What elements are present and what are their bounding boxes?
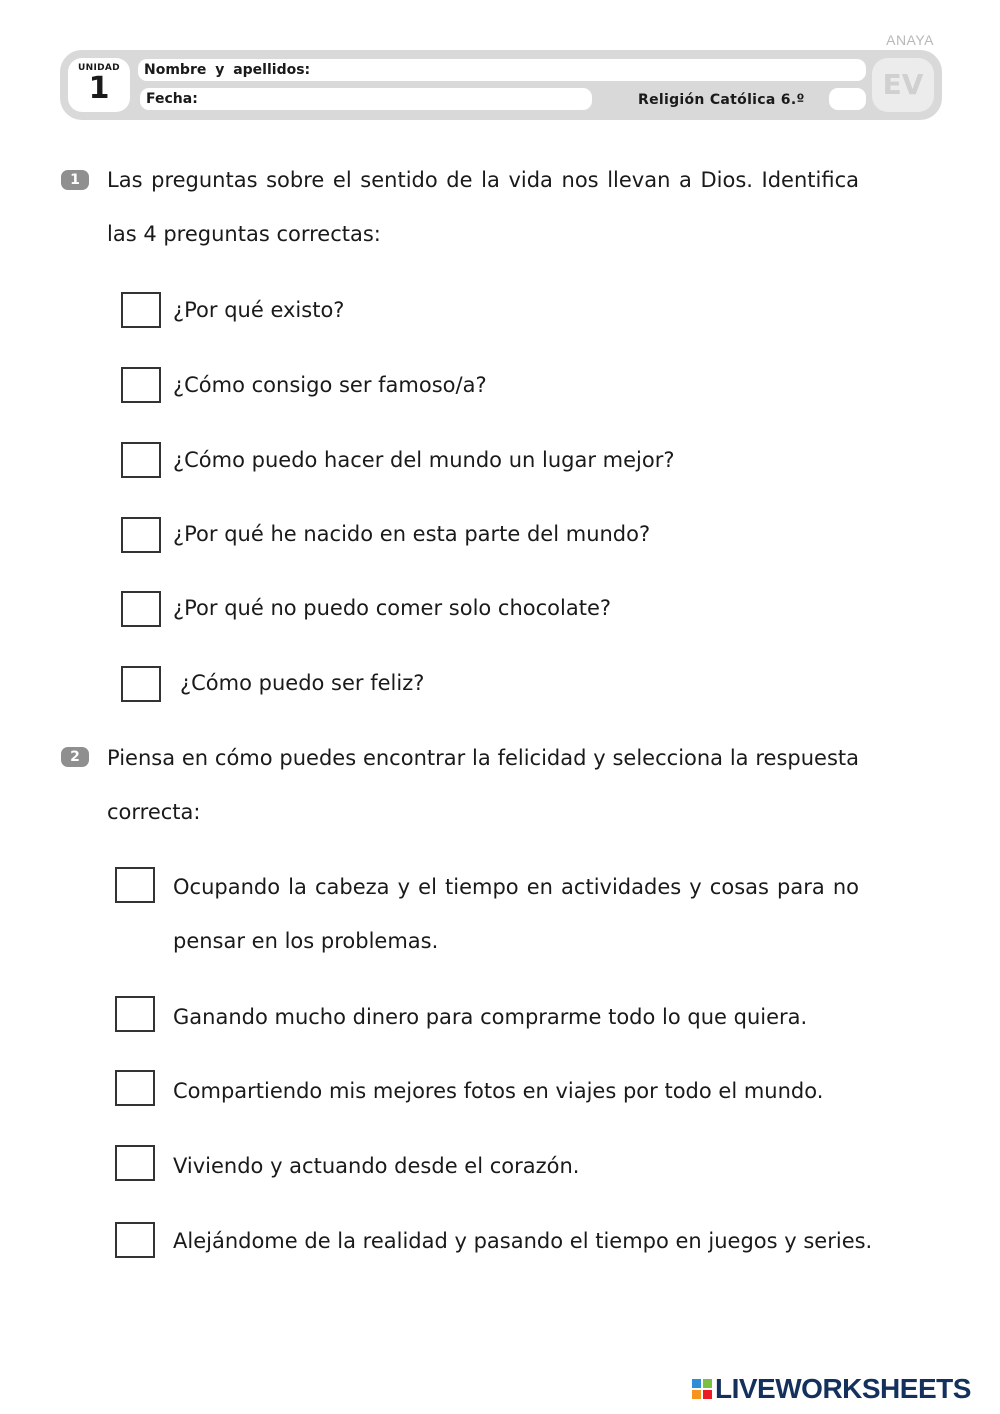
q1-option-1-label: ¿Por qué existo? (173, 298, 345, 322)
logo-square-red (703, 1390, 712, 1399)
question-1-text: Las preguntas sobre el sentido de la vida nos llevan a Dios. Identifica las 4 preguntas correctas: (107, 168, 859, 246)
logo-square-orange (692, 1390, 701, 1399)
q2-option-2-label: Ganando mucho dinero para comprarme todo lo que quiera. (173, 1005, 808, 1029)
q1-option-4-checkbox[interactable] (121, 517, 161, 553)
date-label: Fecha: (146, 91, 198, 107)
q1-option-6-label: ¿Cómo puedo ser feliz? (180, 671, 425, 695)
name-label: Nombre y apellidos: (144, 62, 311, 78)
q2-option-2-checkbox[interactable] (115, 996, 155, 1032)
q1-option-2-checkbox[interactable] (121, 367, 161, 403)
question-1-number: 1 (61, 170, 89, 190)
logo-square-blue (692, 1379, 701, 1388)
unit-box (68, 58, 130, 112)
unit-label: UNIDAD (78, 63, 120, 73)
q2-option-5-checkbox[interactable] (115, 1222, 155, 1258)
q1-option-4-label: ¿Por qué he nacido en esta parte del mundo? (173, 522, 651, 546)
date-field[interactable] (140, 88, 592, 110)
question-2-number: 2 (61, 747, 89, 767)
ev-stamp: EV (872, 58, 934, 112)
liveworksheets-wordmark: LIVEWORKSHEETS (715, 1373, 971, 1404)
q2-option-1-label: Ocupando la cabeza y el tiempo en actividades y cosas para no pensar en los problemas. (173, 875, 859, 953)
question-2-text: Piensa en cómo puedes encontrar la felicidad y selecciona la respuesta correcta: (107, 746, 859, 824)
q1-option-5-label: ¿Por qué no puedo comer solo chocolate? (173, 596, 612, 620)
q1-option-2-label: ¿Cómo consigo ser famoso/a? (173, 373, 487, 397)
subject-label: Religión Católica 6.º (638, 92, 805, 108)
q2-option-3-label: Compartiendo mis mejores fotos en viajes por todo el mundo. (173, 1079, 824, 1103)
q1-option-1-checkbox[interactable] (121, 292, 161, 328)
grade-field[interactable] (829, 88, 866, 110)
liveworksheets-mark-icon (692, 1379, 712, 1399)
q2-option-3-checkbox[interactable] (115, 1070, 155, 1106)
q1-option-3-label: ¿Cómo puedo hacer del mundo un lugar mejor? (173, 448, 675, 472)
q2-option-1-checkbox[interactable] (115, 867, 155, 903)
publisher-logo: ANAYA (886, 32, 934, 48)
q2-option-5-label: Alejándome de la realidad y pasando el tiempo en juegos y series. (173, 1229, 873, 1253)
unit-number: 1 (88, 71, 110, 106)
q2-option-4-label: Viviendo y actuando desde el corazón. (173, 1154, 580, 1178)
q1-option-3-checkbox[interactable] (121, 442, 161, 478)
liveworksheets-logo (692, 1374, 971, 1404)
logo-square-green (703, 1379, 712, 1388)
name-field[interactable] (138, 59, 866, 81)
q1-option-6-checkbox[interactable] (121, 666, 161, 702)
q1-option-5-checkbox[interactable] (121, 591, 161, 627)
q2-option-4-checkbox[interactable] (115, 1145, 155, 1181)
